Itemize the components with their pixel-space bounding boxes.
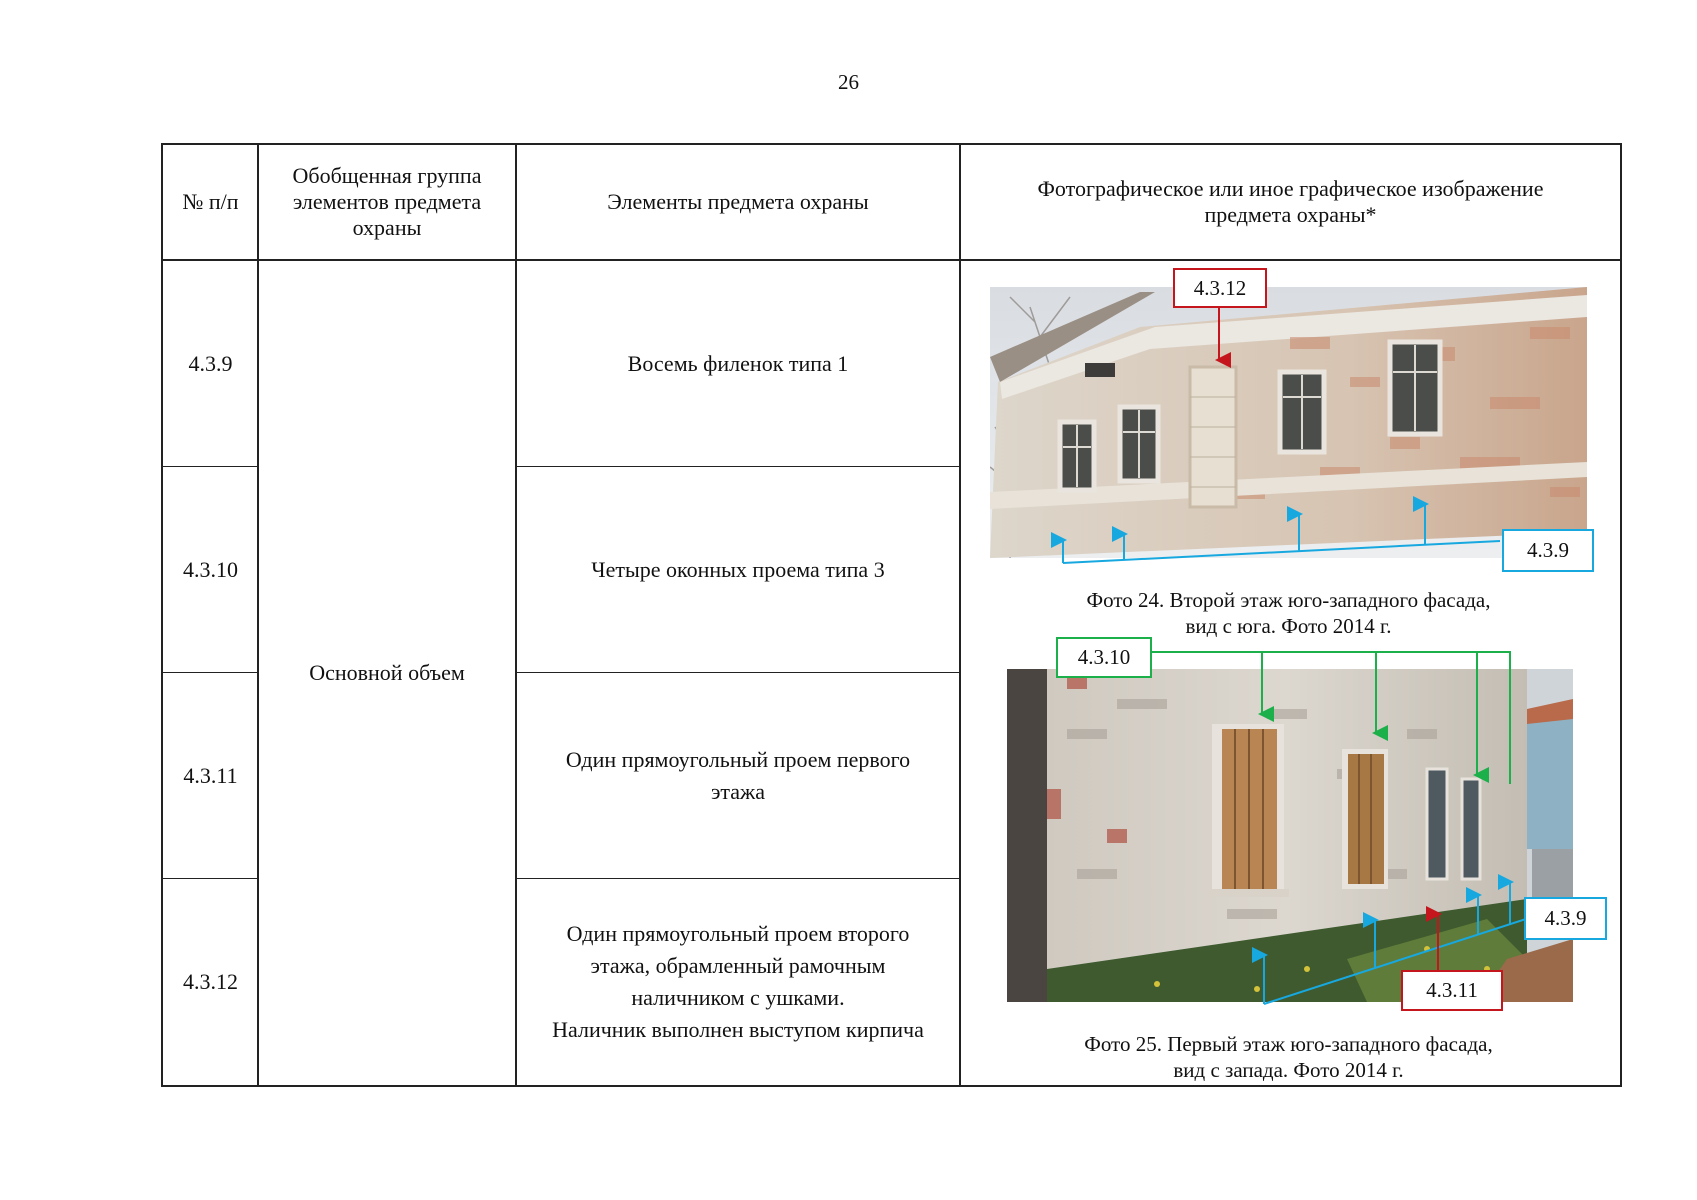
header-image: Фотографическое или иное графическое изображение предмета охраны* — [1037, 176, 1544, 227]
callout-4-3-11: 4.3.11 — [1401, 970, 1503, 1011]
page-number: 26 — [838, 70, 859, 94]
element-cell: Восемь филенок типа 1 — [627, 350, 849, 376]
element-cell: Один прямоугольный проем первого этажа — [565, 746, 911, 804]
caption-line: вид с запада. Фото 2014 г. — [1173, 1058, 1404, 1083]
callout-4-3-9: 4.3.9 — [1524, 897, 1607, 940]
element-text: Один прямоугольный проем второго этажа, обрамленный рамочным наличником с ушками. — [566, 921, 910, 1010]
facade-lower-floor-image — [1007, 669, 1573, 1002]
column-divider — [959, 143, 961, 1087]
callout-4-3-12: 4.3.12 — [1173, 268, 1267, 308]
photo-24-caption — [990, 587, 1587, 640]
row-number: 4.3.12 — [183, 969, 238, 995]
element-cell: Четыре оконных проема типа 3 — [591, 556, 885, 582]
table-border-bottom — [162, 1085, 1622, 1087]
table-border-right — [1620, 143, 1622, 1087]
element-cell — [517, 879, 959, 1085]
callout-4-3-9: 4.3.9 — [1502, 529, 1594, 572]
photo-25 — [1007, 669, 1573, 1002]
element-text: Наличник выполнен выступом кирпича — [552, 1016, 924, 1042]
row-number: 4.3.9 — [188, 350, 233, 376]
group-cell: Основной объем — [309, 660, 465, 686]
photo-25-caption — [990, 1031, 1587, 1084]
header-elements: Элементы предмета охраны — [607, 189, 869, 215]
row-number: 4.3.11 — [183, 762, 238, 788]
facade-upper-floor-image — [990, 287, 1587, 558]
header-num: № п/п — [182, 189, 239, 215]
header-group: Обобщенная группа элементов предмета охраны — [292, 163, 482, 240]
caption-line: Фото 24. Второй этаж юго-западного фасада, — [1086, 588, 1491, 612]
photo-24 — [990, 287, 1587, 558]
caption-line: вид с юга. Фото 2014 г. — [1185, 614, 1392, 639]
caption-line: Фото 25. Первый этаж юго-западного фасада, — [1084, 1032, 1493, 1056]
callout-4-3-10: 4.3.10 — [1056, 637, 1152, 678]
row-number: 4.3.10 — [183, 556, 238, 582]
